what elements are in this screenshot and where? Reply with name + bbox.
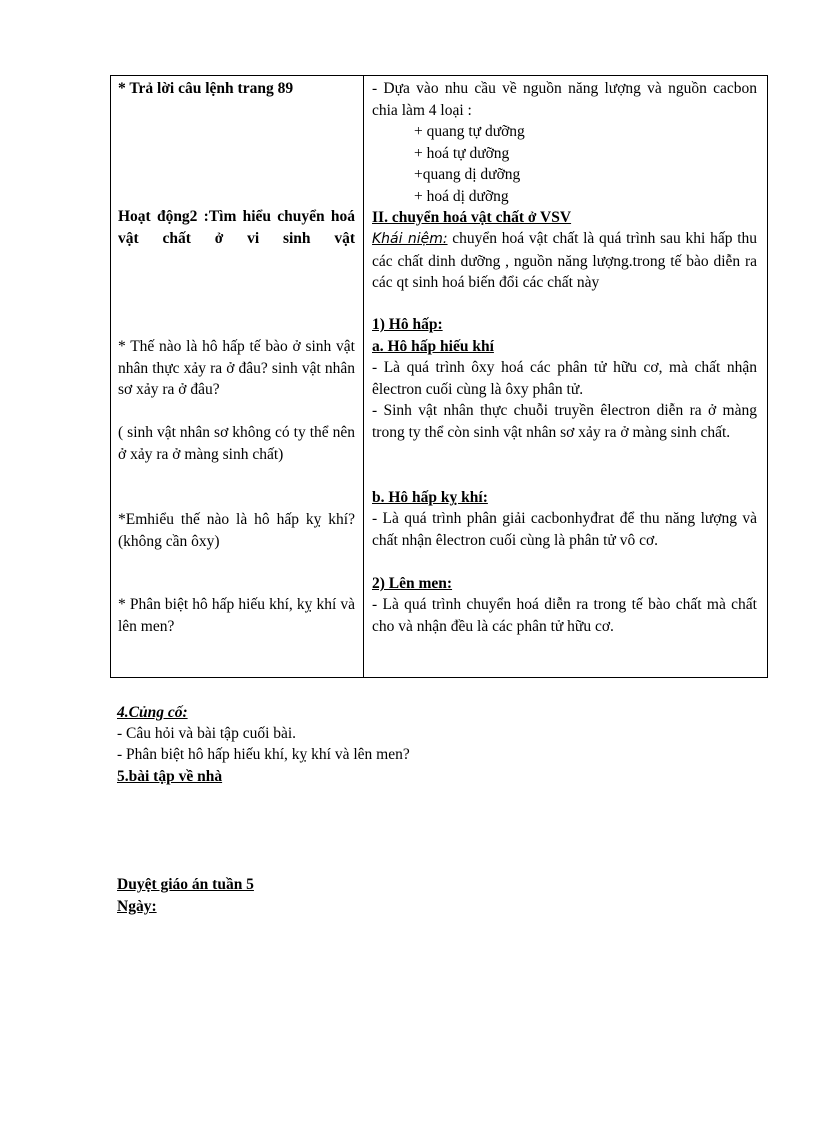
approval-title: Duyệt giáo án tuần 5 [117, 876, 254, 893]
note-prokaryote: ( sinh vật nhân sơ không có ty thể nên ở xảy ra ở màng sinh chất) [118, 424, 355, 463]
anaerobic-text: - Là quá trình phân giải cacbonhyđrat để thu năng lượng và chất nhận êlectron cuối cùng là phân tử vô cơ. [372, 510, 757, 549]
nutrition-types-list [364, 121, 767, 207]
concept-paragraph [364, 228, 767, 294]
aerobic-text-2: - Sinh vật nhân thực chuỗi truyền êlectron diễn ra ở màng trong ty thể còn sinh vật nhân sơ xảy ra ở màng sinh chất. [372, 402, 757, 441]
nutrition-type-item: + hoá tự dưỡng [414, 144, 510, 162]
nutrition-type-item: +quang dị dưỡng [414, 166, 521, 183]
question-anaerobic: *Emhiểu thế nào là hô hấp kỵ khí?(không cần ôxy) [118, 511, 355, 550]
respiration-title: 1) Hô hấp: [372, 316, 443, 333]
nutrition-type-item: + quang tự dưỡng [414, 123, 525, 140]
consolidate-item-2: - Phân biệt hô hấp hiếu khí, kỵ khí và lên men? [117, 746, 410, 763]
nutrition-intro: - Dựa vào nhu cầu về nguồn năng lượng và nguồn cacbon chia làm 4 loại : [372, 80, 757, 119]
right-column [364, 76, 767, 677]
question-compare: * Phân biệt hô hấp hiếu khí, kỵ khí và lên men? [118, 596, 355, 635]
nutrition-type-item: + hoá dị dưỡng [414, 187, 509, 205]
question-page-89: * Trả lời câu lệnh trang 89 [118, 80, 294, 97]
lesson-table [110, 75, 768, 678]
left-column [111, 76, 363, 677]
aerobic-title: a. Hô hấp hiếu khí [372, 338, 494, 355]
date-label: Ngày: [117, 898, 157, 915]
aerobic-text-1: - Là quá trình ôxy hoá các phân tử hữu cơ, mà chất nhận êlectron cuối cùng là ôxy phân tử. [372, 359, 757, 398]
question-cell-respiration: * Thế nào là hô hấp tế bào ở sinh vật nhân thực xảy ra ở đâu? sinh vật nhân sơ xảy ra ở đâu? [118, 338, 355, 398]
concept-label: Khái niệm: [372, 231, 448, 247]
fermentation-text: - Là quá trình chuyển hoá diễn ra trong tế bào chất mà chất cho và nhận đều là các phân tử hữu cơ. [372, 596, 757, 635]
section-2-title: II. chuyển hoá vật chất ở VSV [372, 209, 572, 226]
consolidate-item-1: - Câu hỏi và bài tập cuối bài. [117, 725, 297, 742]
consolidate-title: 4.Củng cố: [117, 704, 188, 721]
activity-2-text: Hoạt động2 :Tìm hiểu chuyển hoá vật chất ở vi sinh vật [118, 208, 355, 247]
fermentation-title: 2) Lên men: [372, 575, 453, 592]
homework-title: 5.bài tập về nhà [117, 768, 223, 785]
activity-2-heading [111, 206, 363, 249]
anaerobic-title: b. Hô hấp kỵ khí: [372, 489, 488, 506]
concept-text: chuyển hoá vật chất là quá trình sau khi hấp thu các chất dinh dưỡng , nguồn năng lượng.trong tế bào diễn ra các qt sinh hoá biến đổi các chất này [372, 230, 757, 291]
